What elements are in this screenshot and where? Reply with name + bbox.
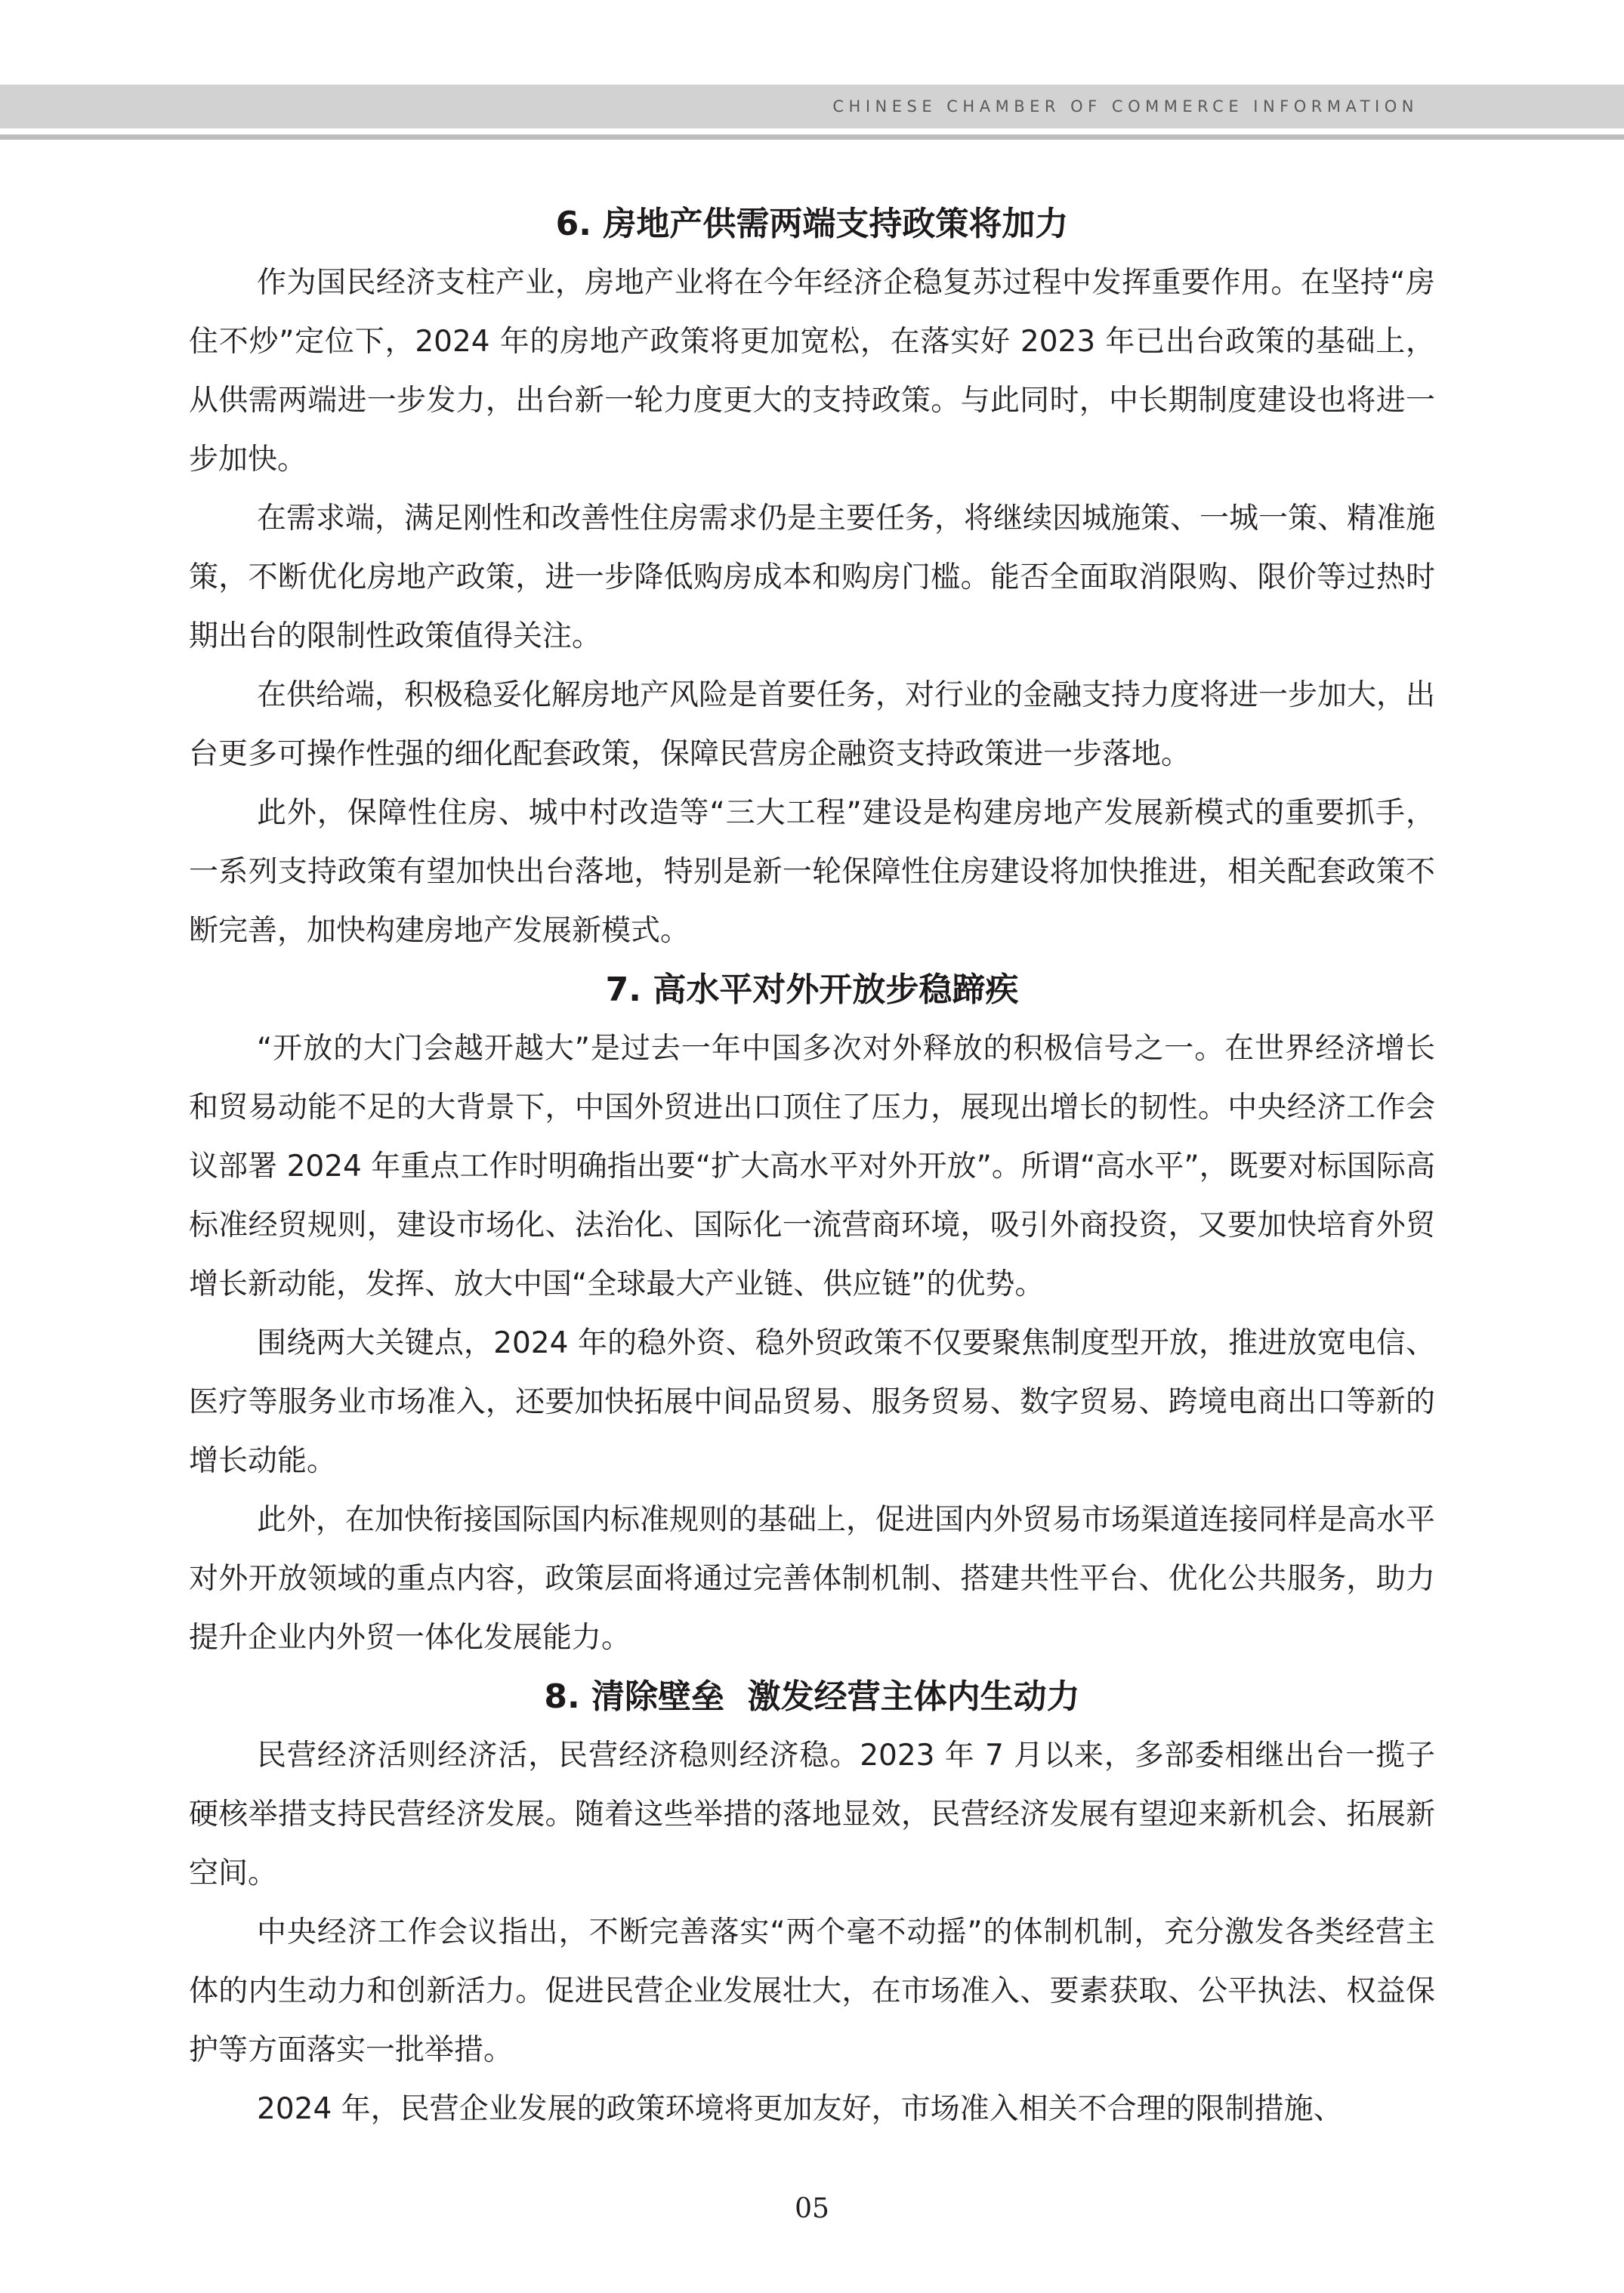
paragraph: 2024 年，民营企业发展的政策环境将更加友好，市场准入相关不合理的限制措施、	[257, 2092, 1343, 2126]
paragraph: 中央经济工作会议指出，不断完善落实“两个毫不动摇”的体制机制，充分激发各类经营主体的内生动力和创新活力。促进民营企业发展壮大，在市场准入、要素获取、公平执法、权益保护等方面落实一批举措。	[189, 1915, 1435, 2067]
section-7	[189, 961, 1435, 1668]
section-title: 8. 清除壁垒 激发经营主体内生动力	[544, 1677, 1080, 1716]
paragraph: 在供给端，积极稳妥化解房地产风险是首要任务，对行业的金融支持力度将进一步加大，出台更多可操作性强的细化配套政策，保障民营房企融资支持政策进一步落地。	[189, 678, 1436, 771]
paragraph: 民营经济活则经济活，民营经济稳则经济稳。2023 年 7 月以来，多部委相继出台一揽子硬核举措支持民营经济发展。随着这些举措的落地显效，民营经济发展有望迎来新机会、拓展新空间。	[189, 1739, 1435, 1890]
page-number: 05	[795, 2193, 829, 2224]
section-8	[189, 1668, 1435, 2139]
paragraph: 围绕两大关键点，2024 年的稳外资、稳外贸政策不仅要聚焦制度型开放，推进放宽电信、医疗等服务业市场准入，还要加快拓展中间品贸易、服务贸易、数字贸易、跨境电商出口等新的增长动能。	[189, 1326, 1435, 1478]
article-body	[189, 195, 1435, 2139]
header-rule	[0, 134, 1624, 140]
paragraph: 此外，在加快衔接国际国内标准规则的基础上，促进国内外贸易市场渠道连接同样是高水平对外开放领域的重点内容，政策层面将通过完善体制机制、搭建共性平台、优化公共服务，助力提升企业内外贸一体化发展能力。	[189, 1503, 1436, 1655]
section-title: 6. 房地产供需两端支持政策将加力	[555, 205, 1069, 243]
paragraph: 在需求端，满足刚性和改善性住房需求仍是主要任务，将继续因城施策、一城一策、精准施策，不断优化房地产政策，进一步降低购房成本和购房门槛。能否全面取消限购、限价等过热时期出台的限制性政策值得关注。	[189, 501, 1436, 653]
header-banner-text: CHINESE CHAMBER OF COMMERCE INFORMATION	[832, 97, 1419, 116]
section-6	[189, 195, 1435, 961]
paragraph: 作为国民经济支柱产业，房地产业将在今年经济企稳复苏过程中发挥重要作用。在坚持“房住不炒”定位下，2024 年的房地产政策将更加宽松，在落实好 2023 年已出台政策的基础上，从供需两端进一步发力，出台新一轮力度更大的支持政策。与此同时，中长期制度建设也将进一步加快。	[189, 266, 1435, 477]
paragraph: 此外，保障性住房、城中村改造等“三大工程”建设是构建房地产发展新模式的重要抓手，一系列支持政策有望加快出台落地，特别是新一轮保障性住房建设将加快推进，相关配套政策不断完善，加快构建房地产发展新模式。	[189, 796, 1435, 948]
section-title: 7. 高水平对外开放步稳蹄疾	[605, 971, 1019, 1009]
paragraph: “开放的大门会越开越大”是过去一年中国多次对外释放的积极信号之一。在世界经济增长和贸易动能不足的大背景下，中国外贸进出口顶住了压力，展现出增长的韧性。中央经济工作会议部署 2024 年重点工作时明确指出要“扩大高水平对外开放”。所谓“高水平”，既要对标国际高标准经贸规则，建设市场化、法治化、国际化一流营商环境，吸引外商投资，又要加快培育外贸增长新动能，发挥、放大中国“全球最大产业链、供应链”的优势。	[189, 1032, 1435, 1301]
